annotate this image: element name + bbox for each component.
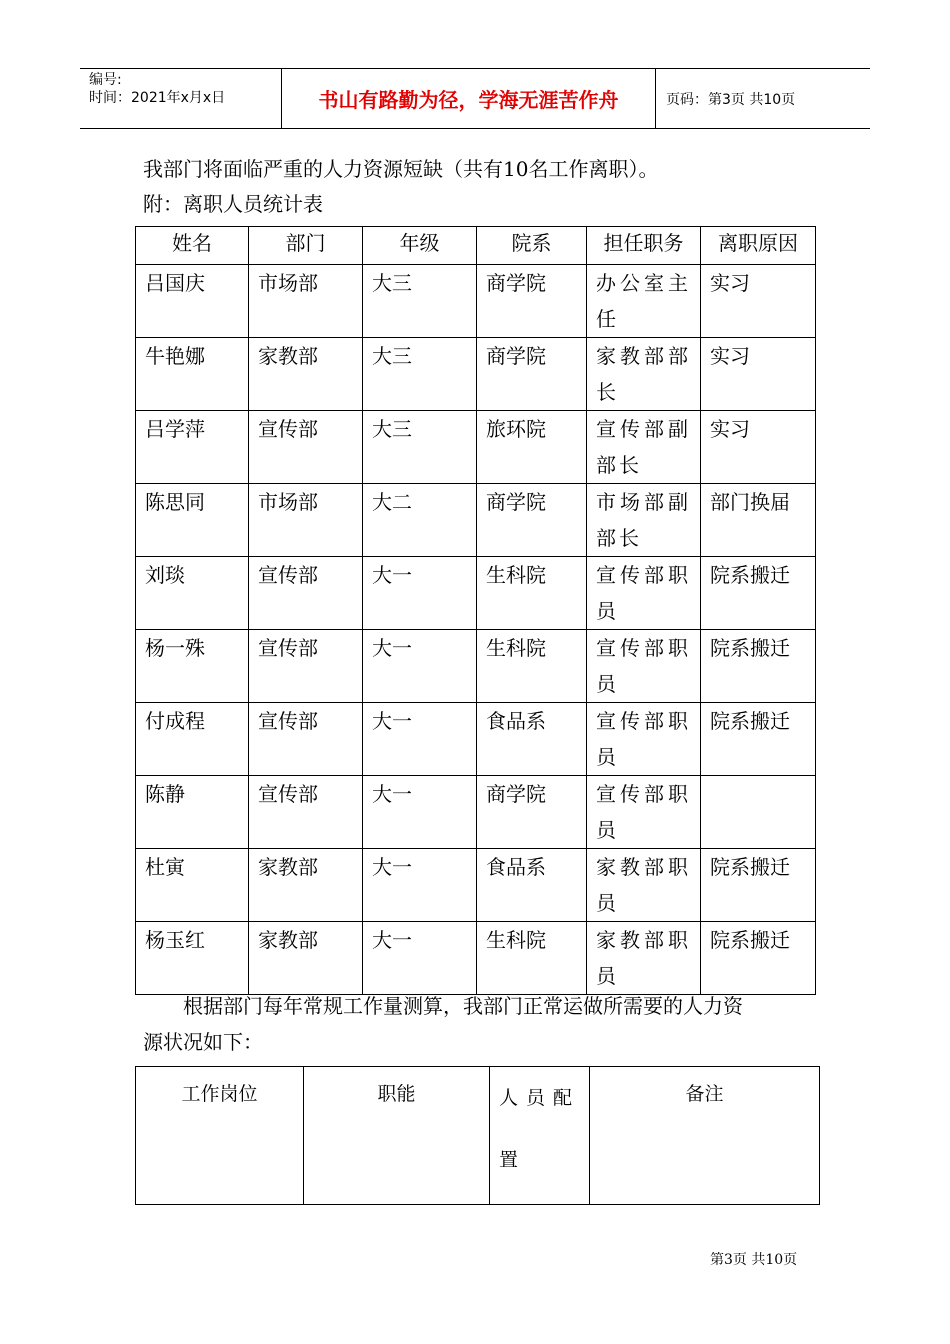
table-cell: 宣传部职员: [587, 557, 701, 630]
table-cell: 院系搬迁: [701, 849, 816, 922]
table-cell: 食品系: [477, 703, 587, 776]
table-header-row: [136, 1067, 820, 1205]
table-row: [136, 411, 816, 484]
table-cell: 大三: [363, 411, 477, 484]
table-cell: 杨一殊: [136, 630, 249, 703]
table-cell: 家教部: [249, 922, 363, 995]
table-cell: 实习: [701, 265, 816, 338]
table-row: [136, 776, 816, 849]
table-cell: 家教部职员: [587, 922, 701, 995]
table-cell: 生科院: [477, 630, 587, 703]
table-cell: 办公室主任: [587, 265, 701, 338]
table-cell: 家教部部长: [587, 338, 701, 411]
table-cell: 宣传部: [249, 630, 363, 703]
col-header: 备注: [590, 1067, 820, 1205]
attachment-label: 附：离职人员统计表: [143, 192, 323, 216]
table-cell: 商学院: [477, 484, 587, 557]
table-row: [136, 630, 816, 703]
table-cell: [701, 776, 816, 849]
table-cell: 大一: [363, 557, 477, 630]
table-cell: 旅环院: [477, 411, 587, 484]
table-cell: 大一: [363, 922, 477, 995]
col-header: 工作岗位: [136, 1067, 304, 1205]
table-cell: 宣传部: [249, 557, 363, 630]
table-cell: 家教部: [249, 338, 363, 411]
page-footer: 第3页 共10页: [710, 1252, 798, 1268]
table-cell: 家教部: [249, 849, 363, 922]
table-row: [136, 265, 816, 338]
table-cell: 大三: [363, 338, 477, 411]
intro-paragraph: 我部门将面临严重的人力资源短缺（共有10名工作离职）。: [143, 157, 659, 181]
staffing-table: [135, 1066, 820, 1205]
table-cell: 宣传部副部长: [587, 411, 701, 484]
table-cell: 宣传部职员: [587, 776, 701, 849]
col-header: 人员配置: [490, 1067, 590, 1205]
table-cell: 大一: [363, 776, 477, 849]
table-cell: 吕学萍: [136, 411, 249, 484]
col-header: 院系: [477, 227, 587, 265]
table-cell: 牛艳娜: [136, 338, 249, 411]
table-cell: 院系搬迁: [701, 557, 816, 630]
number-label: 编号:: [89, 72, 122, 88]
col-header: 担任职务: [587, 227, 701, 265]
table-cell: 杜寅: [136, 849, 249, 922]
table-header-row: [136, 227, 816, 265]
workload-paragraph-line2: 源状况如下：: [143, 1030, 263, 1054]
table-cell: 实习: [701, 338, 816, 411]
header-page-info: 页码：第3页 共10页: [666, 91, 796, 108]
page-header: [80, 68, 870, 129]
table-cell: 商学院: [477, 776, 587, 849]
table-cell: 宣传部: [249, 703, 363, 776]
table-row: [136, 703, 816, 776]
table-cell: 院系搬迁: [701, 922, 816, 995]
table-row: [136, 484, 816, 557]
table-cell: 商学院: [477, 265, 587, 338]
table-cell: 陈思同: [136, 484, 249, 557]
table-cell: 生科院: [477, 557, 587, 630]
table-row: [136, 338, 816, 411]
table-cell: 部门换届: [701, 484, 816, 557]
table-cell: 市场部: [249, 484, 363, 557]
table-cell: 食品系: [477, 849, 587, 922]
col-header: 年级: [363, 227, 477, 265]
table-row: [136, 849, 816, 922]
table-cell: 市场部: [249, 265, 363, 338]
workload-paragraph-line1: 根据部门每年常规工作量测算，我部门正常运做所需要的人力资: [183, 994, 743, 1018]
table-row: [136, 922, 816, 995]
table-cell: 宣传部: [249, 411, 363, 484]
col-header: 部门: [249, 227, 363, 265]
table-cell: 大二: [363, 484, 477, 557]
table-cell: 宣传部职员: [587, 630, 701, 703]
table-cell: 生科院: [477, 922, 587, 995]
table-cell: 刘琰: [136, 557, 249, 630]
table-cell: 大一: [363, 703, 477, 776]
time-label: 时间：2021年x月x日: [89, 90, 226, 106]
col-header: 姓名: [136, 227, 249, 265]
table-cell: 杨玉红: [136, 922, 249, 995]
table-cell: 实习: [701, 411, 816, 484]
resignation-table: [135, 226, 816, 995]
table-body: [136, 265, 816, 995]
col-header: 离职原因: [701, 227, 816, 265]
col-header: 职能: [304, 1067, 490, 1205]
table-cell: 家教部职员: [587, 849, 701, 922]
table-cell: 大一: [363, 630, 477, 703]
header-motto: 书山有路勤为径，学海无涯苦作舟: [282, 69, 656, 128]
table-row: [136, 557, 816, 630]
table-cell: 大一: [363, 849, 477, 922]
table-cell: 商学院: [477, 338, 587, 411]
table-cell: 院系搬迁: [701, 703, 816, 776]
table-cell: 市场部副部长: [587, 484, 701, 557]
table-cell: 院系搬迁: [701, 630, 816, 703]
header-meta: [80, 69, 282, 128]
table-cell: 陈静: [136, 776, 249, 849]
table-cell: 宣传部: [249, 776, 363, 849]
table-cell: 大三: [363, 265, 477, 338]
table-cell: 吕国庆: [136, 265, 249, 338]
table-cell: 宣传部职员: [587, 703, 701, 776]
table-cell: 付成程: [136, 703, 249, 776]
